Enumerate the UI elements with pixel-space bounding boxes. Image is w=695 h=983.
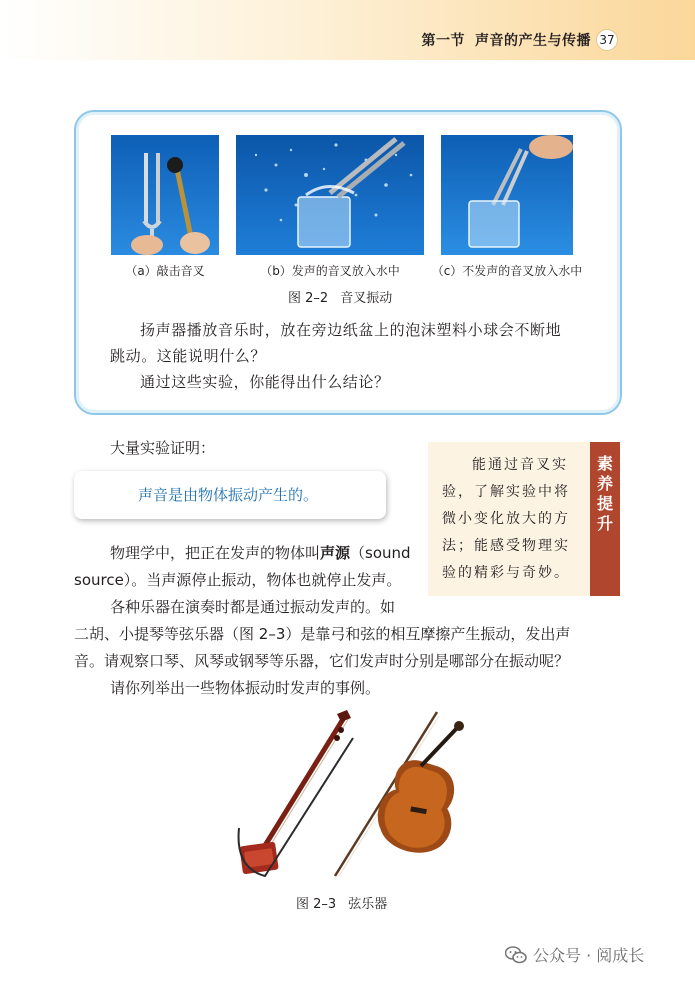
tag-char: 升 [596, 514, 613, 533]
violin-illustration [335, 712, 464, 876]
figure-2-2-name: 音叉振动 [340, 291, 393, 306]
photo-silent-fork-in-water [441, 135, 573, 255]
literacy-sidebar [428, 442, 590, 596]
sidebar-line: 验的精彩与奇妙。 [442, 565, 570, 581]
body-text: 物理学中，把正在发声的物体叫 [110, 544, 321, 562]
watermark-text: 公众号 · 阅成长 [533, 946, 645, 965]
body-p2-line3: 音。请观察口琴、风琴或钢琴等乐器，它们发声时分别是哪部分在振动呢？ [74, 652, 570, 670]
body-text: （sound [350, 544, 411, 562]
literacy-tag [590, 442, 620, 596]
watermark [505, 943, 644, 966]
erhu-illustration [239, 710, 353, 876]
caption-b: （b）发声的音叉放入水中 [260, 264, 400, 278]
sidebar-text [442, 452, 570, 587]
section-title: 声音的产生与传播 [475, 33, 591, 49]
figure-2-3-label: 图 2–3 [296, 897, 337, 912]
body-p3: 请你列举出一些物体振动时发声的事例。 [110, 679, 381, 697]
body-p2-line2: 二胡、小提琴等弦乐器（图 2–3）是靠弓和弦的相互摩擦产生振动，发出声 [74, 625, 571, 643]
sidebar-line: 验，了解实验中将 [442, 484, 570, 500]
figure-2-3-title [296, 893, 387, 912]
intro-text: 大量实验证明： [110, 439, 216, 457]
figure-2-3-name: 弦乐器 [348, 897, 388, 912]
body-p2-line1: 各种乐器在演奏时都是通过振动发声的。如 [110, 598, 396, 616]
sidebar-line: 法；能感受物理实 [442, 538, 570, 554]
term-sound-source: 声源 [320, 544, 351, 562]
sidebar-line: 微小变化放大的方 [442, 511, 570, 527]
tag-char: 提 [596, 494, 613, 513]
figure-2-2-label: 图 2–2 [288, 291, 329, 306]
activity-line-2: 跳动。这能说明什么？ [110, 347, 267, 365]
tag-char: 养 [596, 474, 613, 493]
caption-a: （a）敲击音叉 [125, 264, 205, 278]
page-number: 37 [596, 29, 618, 51]
wechat-icon [505, 946, 527, 964]
activity-line-1: 扬声器播放音乐时，放在旁边纸盆上的泡沫塑料小球会不断地 [140, 321, 562, 339]
chapter-header [422, 30, 592, 50]
section-label: 第一节 [421, 33, 465, 49]
body-p1-line1 [110, 540, 411, 567]
sidebar-line: 能通过音叉实 [472, 457, 568, 473]
activity-line-3: 通过这些实验，你能得出什么结论？ [140, 373, 390, 391]
photo-string-instruments [225, 708, 475, 886]
tag-char: 素 [596, 454, 613, 473]
caption-c: （c）不发声的音叉放入水中 [431, 264, 583, 278]
photo-sounding-fork-in-water [236, 135, 424, 255]
conclusion-box: 声音是由物体振动产生的。 [74, 471, 386, 519]
figure-2-2-title [288, 287, 392, 306]
body-p1-line2: source）。当声源停止振动，物体也就停止发声。 [74, 571, 402, 589]
photo-striking-tuning-fork [111, 135, 219, 255]
